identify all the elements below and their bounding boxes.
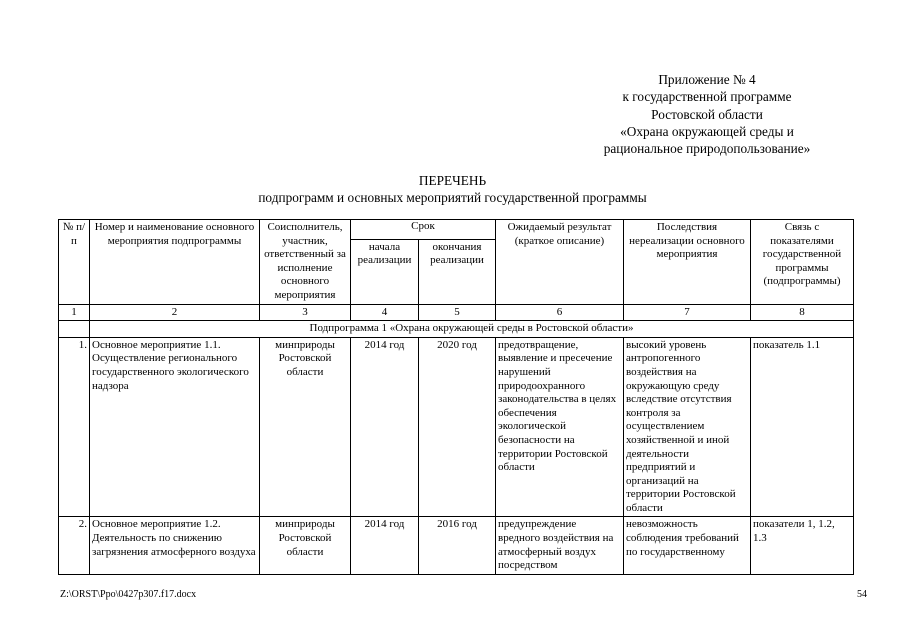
row-link: показатели 1, 1.2, 1.3 bbox=[751, 517, 854, 574]
header-consequences: Последствия нереализации основного мероприятия bbox=[624, 220, 751, 305]
column-number: 2 bbox=[90, 304, 260, 321]
column-number-row bbox=[59, 304, 854, 321]
row-end: 2020 год bbox=[419, 337, 496, 517]
appendix-line: «Охрана окружающей среды и bbox=[620, 123, 794, 139]
document-title: ПЕРЕЧЕНЬ bbox=[418, 173, 487, 188]
header-num: № п/п bbox=[59, 220, 90, 305]
appendix-line: Приложение № 4 bbox=[658, 72, 756, 87]
header-name: Номер и наименование основного мероприятия подпрограммы bbox=[90, 220, 260, 305]
header-executor: Соисполнитель, участник, ответственный за исполнение основного мероприятия bbox=[260, 220, 351, 305]
document-subtitle: подпрограмм и основных мероприятий государственной программы bbox=[258, 190, 647, 205]
header-start: начала реализации bbox=[351, 239, 419, 304]
row-result: предотвращение, выявление и пресечение нарушений природоохранного законодательства в целях обеспечения экологической безопасности на территории Ростовской области bbox=[496, 337, 624, 517]
subprogram-row bbox=[59, 321, 854, 338]
subprogram-empty-cell bbox=[59, 321, 90, 338]
table-row bbox=[59, 337, 854, 517]
row-start: 2014 год bbox=[351, 337, 419, 517]
appendix-line: к государственной программе bbox=[622, 89, 792, 105]
header-term: Срок bbox=[351, 220, 496, 240]
header-result: Ожидаемый результат (краткое описание) bbox=[496, 220, 624, 305]
row-num: 1. bbox=[59, 337, 90, 517]
column-number: 5 bbox=[419, 304, 496, 321]
row-executor: минприроды Ростовской области bbox=[260, 517, 351, 574]
row-name: Основное мероприятие 1.2. Деятельность по снижению загрязнения атмосферного воздуха bbox=[90, 517, 260, 574]
column-number: 8 bbox=[751, 304, 854, 321]
row-name: Основное мероприятие 1.1. Осуществление регионального государственного экологического надзора bbox=[90, 337, 260, 517]
row-link: показатель 1.1 bbox=[751, 337, 854, 517]
column-number: 4 bbox=[351, 304, 419, 321]
subprogram-title: Подпрограмма 1 «Охрана окружающей среды в Ростовской области» bbox=[90, 321, 854, 338]
row-consequences: невозможность соблюдения требований по государственному bbox=[624, 517, 751, 574]
column-number: 6 bbox=[496, 304, 624, 321]
row-result: предупреждение вредного воздействия на атмосферный воздух посредством bbox=[496, 517, 624, 574]
table-row bbox=[59, 517, 854, 574]
footer-page-number: 54 bbox=[857, 589, 867, 600]
appendix-line: рациональное природопользование» bbox=[603, 141, 811, 157]
header-row bbox=[59, 220, 854, 240]
row-num: 2. bbox=[59, 517, 90, 574]
column-number: 7 bbox=[624, 304, 751, 321]
appendix-block bbox=[547, 71, 867, 157]
row-executor: минприроды Ростовской области bbox=[260, 337, 351, 517]
footer-file-path: Z:\ORST\Ppo\0427p307.f17.docx bbox=[60, 589, 197, 600]
document-heading bbox=[0, 172, 905, 206]
activities-table bbox=[58, 219, 854, 575]
row-end: 2016 год bbox=[419, 517, 496, 574]
header-end: окончания реализации bbox=[419, 239, 496, 304]
column-number: 3 bbox=[260, 304, 351, 321]
appendix-line: Ростовской области bbox=[651, 106, 763, 122]
row-consequences: высокий уровень антропогенного воздействия на окружающую среду вследствие отсутствия контроля за осуществлением хозяйственной и иной деятельности предприятий и организаций на территории Ростовской области bbox=[624, 337, 751, 517]
row-start: 2014 год bbox=[351, 517, 419, 574]
header-link: Связь с показателями государственной программы (подпрограммы) bbox=[751, 220, 854, 305]
column-number: 1 bbox=[59, 304, 90, 321]
